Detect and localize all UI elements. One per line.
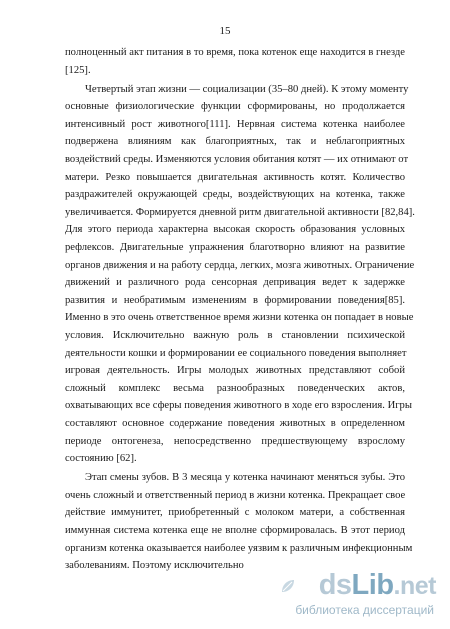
text-line: заболеваниям. Поэтому исключительно [65,560,244,572]
text-line: сложный комплекс весьма разнообразных поведенческих актов, [65,382,405,394]
text-line: Четвертый этап жизни — социализации (35–80 дней). К этому моменту [85,83,409,95]
text-line: условия. Исключительно важную роль в становлении психической [65,330,405,341]
leaf-icon [280,578,296,594]
text-line: состоянию [62]. [65,453,137,465]
text-line: составляют основное содержание поведения животных в определенном [65,417,405,429]
text-line: воздействий среды. Изменяются условия обитания котят — их отнимают от [65,154,409,166]
text-line: движений и различного рода сенсорная депривация ведет к задержке [65,277,405,289]
text-line: рефлексов. Двигательные упражнения благотворно влияют на развитие [65,242,405,254]
text-line: увеличивается. Формируется дневной ритм двигательной активности [82,84]. [65,206,415,218]
text-line: действие иммунитет, приобретенный с молоком матери, а собственная [65,507,405,519]
dslib-watermark [286,569,436,621]
text-line: Для этого периода характерна высокая скорость образования условных [65,224,405,236]
text-line: подвержена влияниям как благоприятных, так и неблагоприятных [65,136,405,148]
text-line: основные физиологические функции сформированы, но продолжается [65,101,405,113]
text-line: Этап смены зубов. В 3 месяца у котенка начинают меняться зубы. Это [85,472,405,484]
text-line: полноценный акт питания в то время, пока котенок еще находится в гнезде [65,47,405,58]
text-line: организм котенка оказывается наиболее уязвим к различным инфекционным [65,542,413,554]
text-line: органов движения и на работу сердца, легких, мозга животных. Ограничение [65,259,415,271]
paragraph [65,469,413,575]
text-line: игровая деятельность. Игры молодых животных представляют собой [65,365,405,377]
text-line: [125]. [65,64,91,76]
watermark-caption: библиотека диссертаций [295,603,434,617]
watermark-logo-ds: ds [318,569,352,601]
text-line: Именно в это очень ответственное время жизни котенка он попадает в новые [65,312,414,324]
text-line: деятельности кошки и формировании ее социального поведения выполняет [65,347,407,359]
text-line: периоде онтогенеза, непосредственно предшествующему взрослому [65,435,405,447]
text-line: охватывающих все сферы поведения животного в ходе его взросления. Игры [65,400,412,412]
document-body [65,44,415,575]
text-line: очень сложный и ответственный период в жизни котенка. Прекращает свое [65,489,406,501]
text-line: раздражителей окружающей среды, воздействующих на котенка, также [65,189,405,201]
text-line: иммунная система котенка еще не вполне сформировалась. В этот период [65,525,405,537]
paragraph [65,81,415,468]
page-number: 15 [219,25,231,37]
watermark-logo [319,569,436,601]
paragraph [65,44,405,79]
text-line: матери. Резко повышается двигательная активность котят. Количество [65,171,405,183]
text-line: интенсивный рост животного[111]. Нервная система котенка наиболее [65,118,405,130]
watermark-logo-net: .net [393,572,436,600]
text-line: развития и необратимым изменениям в формировании поведения[85]. [65,294,405,306]
watermark-logo-lib: Lib [351,569,394,601]
